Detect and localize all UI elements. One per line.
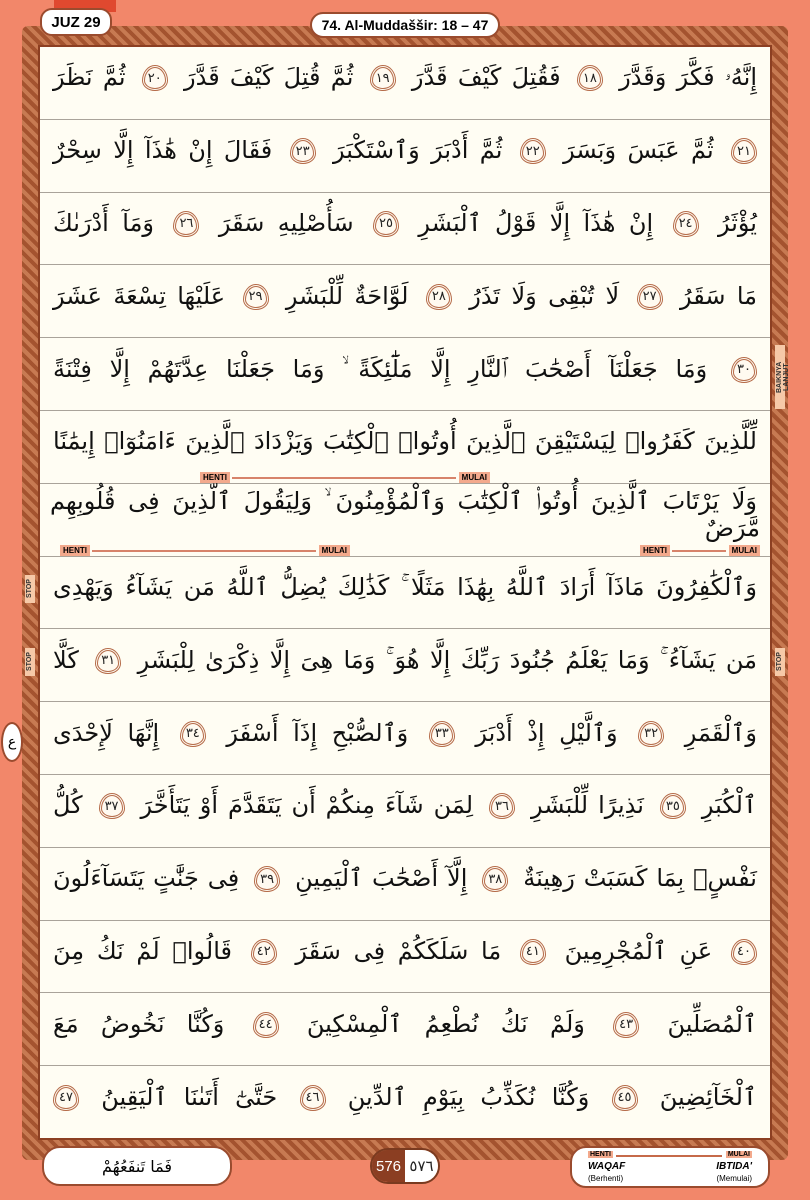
line-text [50, 210, 760, 237]
line-text [50, 137, 760, 164]
ayah-number-marker: ١٩ [370, 65, 396, 91]
henti-label: HENTI [60, 545, 90, 556]
verse-text: فَقَالَ إِنْ هَٰذَآ إِلَّا سِحْرٌ [53, 136, 273, 165]
line-text [50, 428, 760, 455]
verse-text: وَمَآ أَدْرَىٰكَ [53, 208, 155, 237]
ayah-number-marker: ٤٠ [731, 939, 757, 965]
waqaf-ibtida-legend [570, 1146, 770, 1188]
verse-text: إِلَّآ أَصْحَٰبَ ٱلْيَمِينِ [295, 864, 468, 893]
text-line [40, 702, 770, 775]
ayah-number-marker: ٣٢ [638, 721, 664, 747]
ayah-number-marker: ٢٨ [426, 284, 452, 310]
ayah-number-marker: ٤٥ [612, 1085, 638, 1111]
verse-text: ثُمَّ قُتِلَ كَيْفَ قَدَّرَ [184, 63, 354, 92]
text-line [40, 265, 770, 338]
line-text [50, 356, 760, 383]
verse-text: عَلَيْهَا تِسْعَةَ عَشَرَ [53, 281, 226, 310]
ayah-number-marker: ٣٦ [489, 793, 515, 819]
ayah-number-marker: ٤٧ [53, 1085, 79, 1111]
line-text [50, 792, 760, 819]
verse-text: فَقُتِلَ كَيْفَ قَدَّرَ [411, 63, 561, 92]
verse-text: وَكُنَّا نُكَذِّبُ بِيَوْمِ ٱلدِّينِ [347, 1082, 590, 1111]
ayah-number-marker: ٣٥ [660, 793, 686, 819]
ayah-number-marker: ٣٤ [180, 721, 206, 747]
henti-label: HENTI [200, 472, 230, 483]
henti-mulai-marker [200, 472, 490, 483]
verse-text: حَتَّىٰٓ أَتَىٰنَا ٱلْيَقِينُ [101, 1082, 278, 1111]
verse-text: ٱلْمُصَلِّينَ [667, 1009, 757, 1038]
ayah-number-marker: ٢٩ [243, 284, 269, 310]
verse-text: ٱلْخَآئِضِينَ [659, 1082, 757, 1111]
stop-tag: STOP [25, 575, 35, 603]
ayah-number-marker: ٤٢ [251, 939, 277, 965]
ayah-number-marker: ٢٦ [173, 211, 199, 237]
line-text [50, 647, 760, 674]
line-text [50, 938, 760, 965]
mulai-label: MULAI [729, 545, 760, 556]
verse-text: مَا سَقَرُ [679, 281, 758, 310]
verse-text: وَٱلَّيْلِ إِذْ أَدْبَرَ [475, 718, 618, 747]
ayah-number-marker: ٤٤ [253, 1012, 279, 1038]
verse-text: كَلَّا [53, 645, 79, 674]
verse-text: لِّلَّذِينَ كَفَرُوا۟ لِيَسْتَيْقِنَ ٱلَّذِينَ أُوتُوا۟ ٱلْكِتَٰبَ وَيَزْدَادَ ٱلَّذِينَ ءَامَنُوٓا۟ إِيمَٰنًا [53, 427, 757, 456]
ayah-number-marker: ٢٧ [637, 284, 663, 310]
verse-text: ثُمَّ عَبَسَ وَبَسَرَ [563, 136, 714, 165]
verse-text: سَأُصْلِيهِ سَقَرَ [218, 208, 354, 237]
verse-text: لِمَن شَآءَ مِنكُمْ أَن يَتَقَدَّمَ أَوْ يَتَأَخَّرَ [140, 791, 474, 820]
ayah-number-marker: ٤١ [520, 939, 546, 965]
ayah-number-marker: ٢٤ [673, 211, 699, 237]
verse-text: إِنَّهُۥ فَكَّرَ وَقَدَّرَ [619, 63, 758, 92]
text-line [40, 47, 770, 120]
verse-text: فِى جَنَّٰتٍ يَتَسَآءَلُونَ [53, 864, 240, 893]
line-text [50, 64, 760, 91]
text-line [40, 557, 770, 630]
legend-waqaf: WAQAF [588, 1161, 626, 1172]
ayah-number-marker: ٣٣ [429, 721, 455, 747]
verse-text: عَنِ ٱلْمُجْرِمِينَ [564, 936, 713, 965]
line-text [50, 574, 760, 601]
ayah-number-marker: ٣٠ [731, 357, 757, 383]
text-line [40, 1066, 770, 1138]
text-line [40, 921, 770, 994]
mulai-label: MULAI [319, 545, 350, 556]
henti-label: HENTI [640, 545, 670, 556]
verse-text: إِنَّهَا لَإِحْدَى [53, 718, 160, 747]
juz-badge: JUZ 29 [40, 8, 112, 36]
ruku-marker: ع [1, 722, 23, 762]
verse-text: مَا سَلَكَكُمْ فِى سَقَرَ [295, 936, 502, 965]
legend-ibtida: IBTIDA' [716, 1161, 752, 1172]
text-line [40, 629, 770, 702]
verse-text: ثُمَّ أَدْبَرَ وَٱسْتَكْبَرَ [333, 136, 503, 165]
legend-mulai: MULAI [727, 1151, 750, 1158]
ayah-number-marker: ٣٨ [482, 866, 508, 892]
text-line [40, 338, 770, 411]
line-text [50, 865, 760, 892]
verse-text: وَٱلصُّبْحِ إِذَآ أَسْفَرَ [226, 718, 409, 747]
surah-title: 74. Al-Muddaššir: 18 – 47 [310, 12, 500, 38]
verse-text: وَٱلْقَمَرِ [684, 718, 757, 747]
verse-text: ٱلْكُبَرِ [701, 791, 757, 820]
stop-tag: STOP [775, 648, 785, 676]
page-number-latin: 576 [372, 1150, 405, 1182]
ayah-number-marker: ٣١ [95, 648, 121, 674]
ayah-number-marker: ٢٣ [290, 138, 316, 164]
verse-text: نَفْسٍۭ بِمَا كَسَبَتْ رَهِينَةٌ [523, 864, 757, 893]
verse-text: إِنْ هَٰذَآ إِلَّا قَوْلُ ٱلْبَشَرِ [418, 208, 654, 237]
text-line [40, 193, 770, 266]
verse-text: قَالُوا۟ لَمْ نَكُ مِنَ [53, 936, 232, 965]
verse-text: نَذِيرًا لِّلْبَشَرِ [530, 791, 644, 820]
ayah-number-marker: ٤٦ [300, 1085, 326, 1111]
ayah-number-marker: ٣٧ [99, 793, 125, 819]
legend-waqaf-sub: (Berhenti) [588, 1174, 624, 1183]
verse-text: وَلَمْ نَكُ نُطْعِمُ ٱلْمِسْكِينَ [306, 1009, 585, 1038]
verse-text: لَوَّاحَةٌ لِّلْبَشَرِ [285, 281, 409, 310]
page-number [370, 1148, 440, 1184]
verse-text: وَلَا يَرْتَابَ ٱلَّذِينَ أُوتُوا۟ ٱلْكِتَٰبَ وَٱلْمُؤْمِنُونَ ۙ وَلِيَقُولَ ٱلَّذِينَ فِى قُلُوبِهِم مَّرَضٌ [50, 486, 760, 542]
quran-text-panel [38, 45, 772, 1140]
text-line [40, 993, 770, 1066]
line-text [50, 488, 760, 542]
line-text [50, 1011, 760, 1038]
ayah-number-marker: ٢٠ [142, 65, 168, 91]
verse-text: وَكُنَّا نَخُوضُ مَعَ [53, 1009, 225, 1038]
baiknya-lanjut-tag: BAIKNYA LANJUT [775, 345, 785, 409]
verse-text: ثُمَّ نَظَرَ [53, 63, 126, 92]
legend-henti: HENTI [590, 1151, 611, 1158]
ayah-number-marker: ٢٢ [520, 138, 546, 164]
page-number-arabic: ٥٧٦ [405, 1150, 438, 1182]
verse-text: كُلُّ [53, 791, 83, 820]
legend-ibtida-sub: (Memulai) [716, 1174, 752, 1183]
stop-tag: STOP [25, 648, 35, 676]
line-text [50, 1084, 760, 1111]
verse-text: وَٱلْكَٰفِرُونَ مَاذَآ أَرَادَ ٱللَّهُ بِهَٰذَا مَثَلًا ۚ كَذَٰلِكَ يُضِلُّ ٱللَّهُ مَن يَشَآءُ وَيَهْدِى [53, 572, 757, 601]
henti-mulai-marker [640, 545, 760, 556]
ayah-number-marker: ٢١ [731, 138, 757, 164]
verse-text: يُؤْثَرُ [717, 208, 757, 237]
ayah-number-marker: ١٨ [577, 65, 603, 91]
text-line [40, 120, 770, 193]
next-page-word: فَمَا تَنفَعُهُمْ [42, 1146, 232, 1186]
ayah-number-marker: ٢٥ [373, 211, 399, 237]
text-line [40, 775, 770, 848]
line-text [50, 283, 760, 310]
ayah-number-marker: ٣٩ [254, 866, 280, 892]
verse-text: وَمَا جَعَلْنَآ أَصْحَٰبَ ٱلنَّارِ إِلَّا مَلَٰٓئِكَةً ۙ وَمَا جَعَلْنَا عِدَّتَهُمْ إِلَّا فِتْنَةً [53, 354, 708, 383]
verse-text: مَن يَشَآءُ ۚ وَمَا يَعْلَمُ جُنُودَ رَبِّكَ إِلَّا هُوَ ۚ وَمَا هِىَ إِلَّا ذِكْرَىٰ لِلْبَشَرِ [137, 645, 757, 674]
line-text [50, 720, 760, 747]
verse-text: لَا تُبْقِى وَلَا تَذَرُ [469, 281, 620, 310]
mulai-label: MULAI [459, 472, 490, 483]
ayah-number-marker: ٤٣ [613, 1012, 639, 1038]
text-line [40, 848, 770, 921]
henti-mulai-marker [60, 545, 350, 556]
